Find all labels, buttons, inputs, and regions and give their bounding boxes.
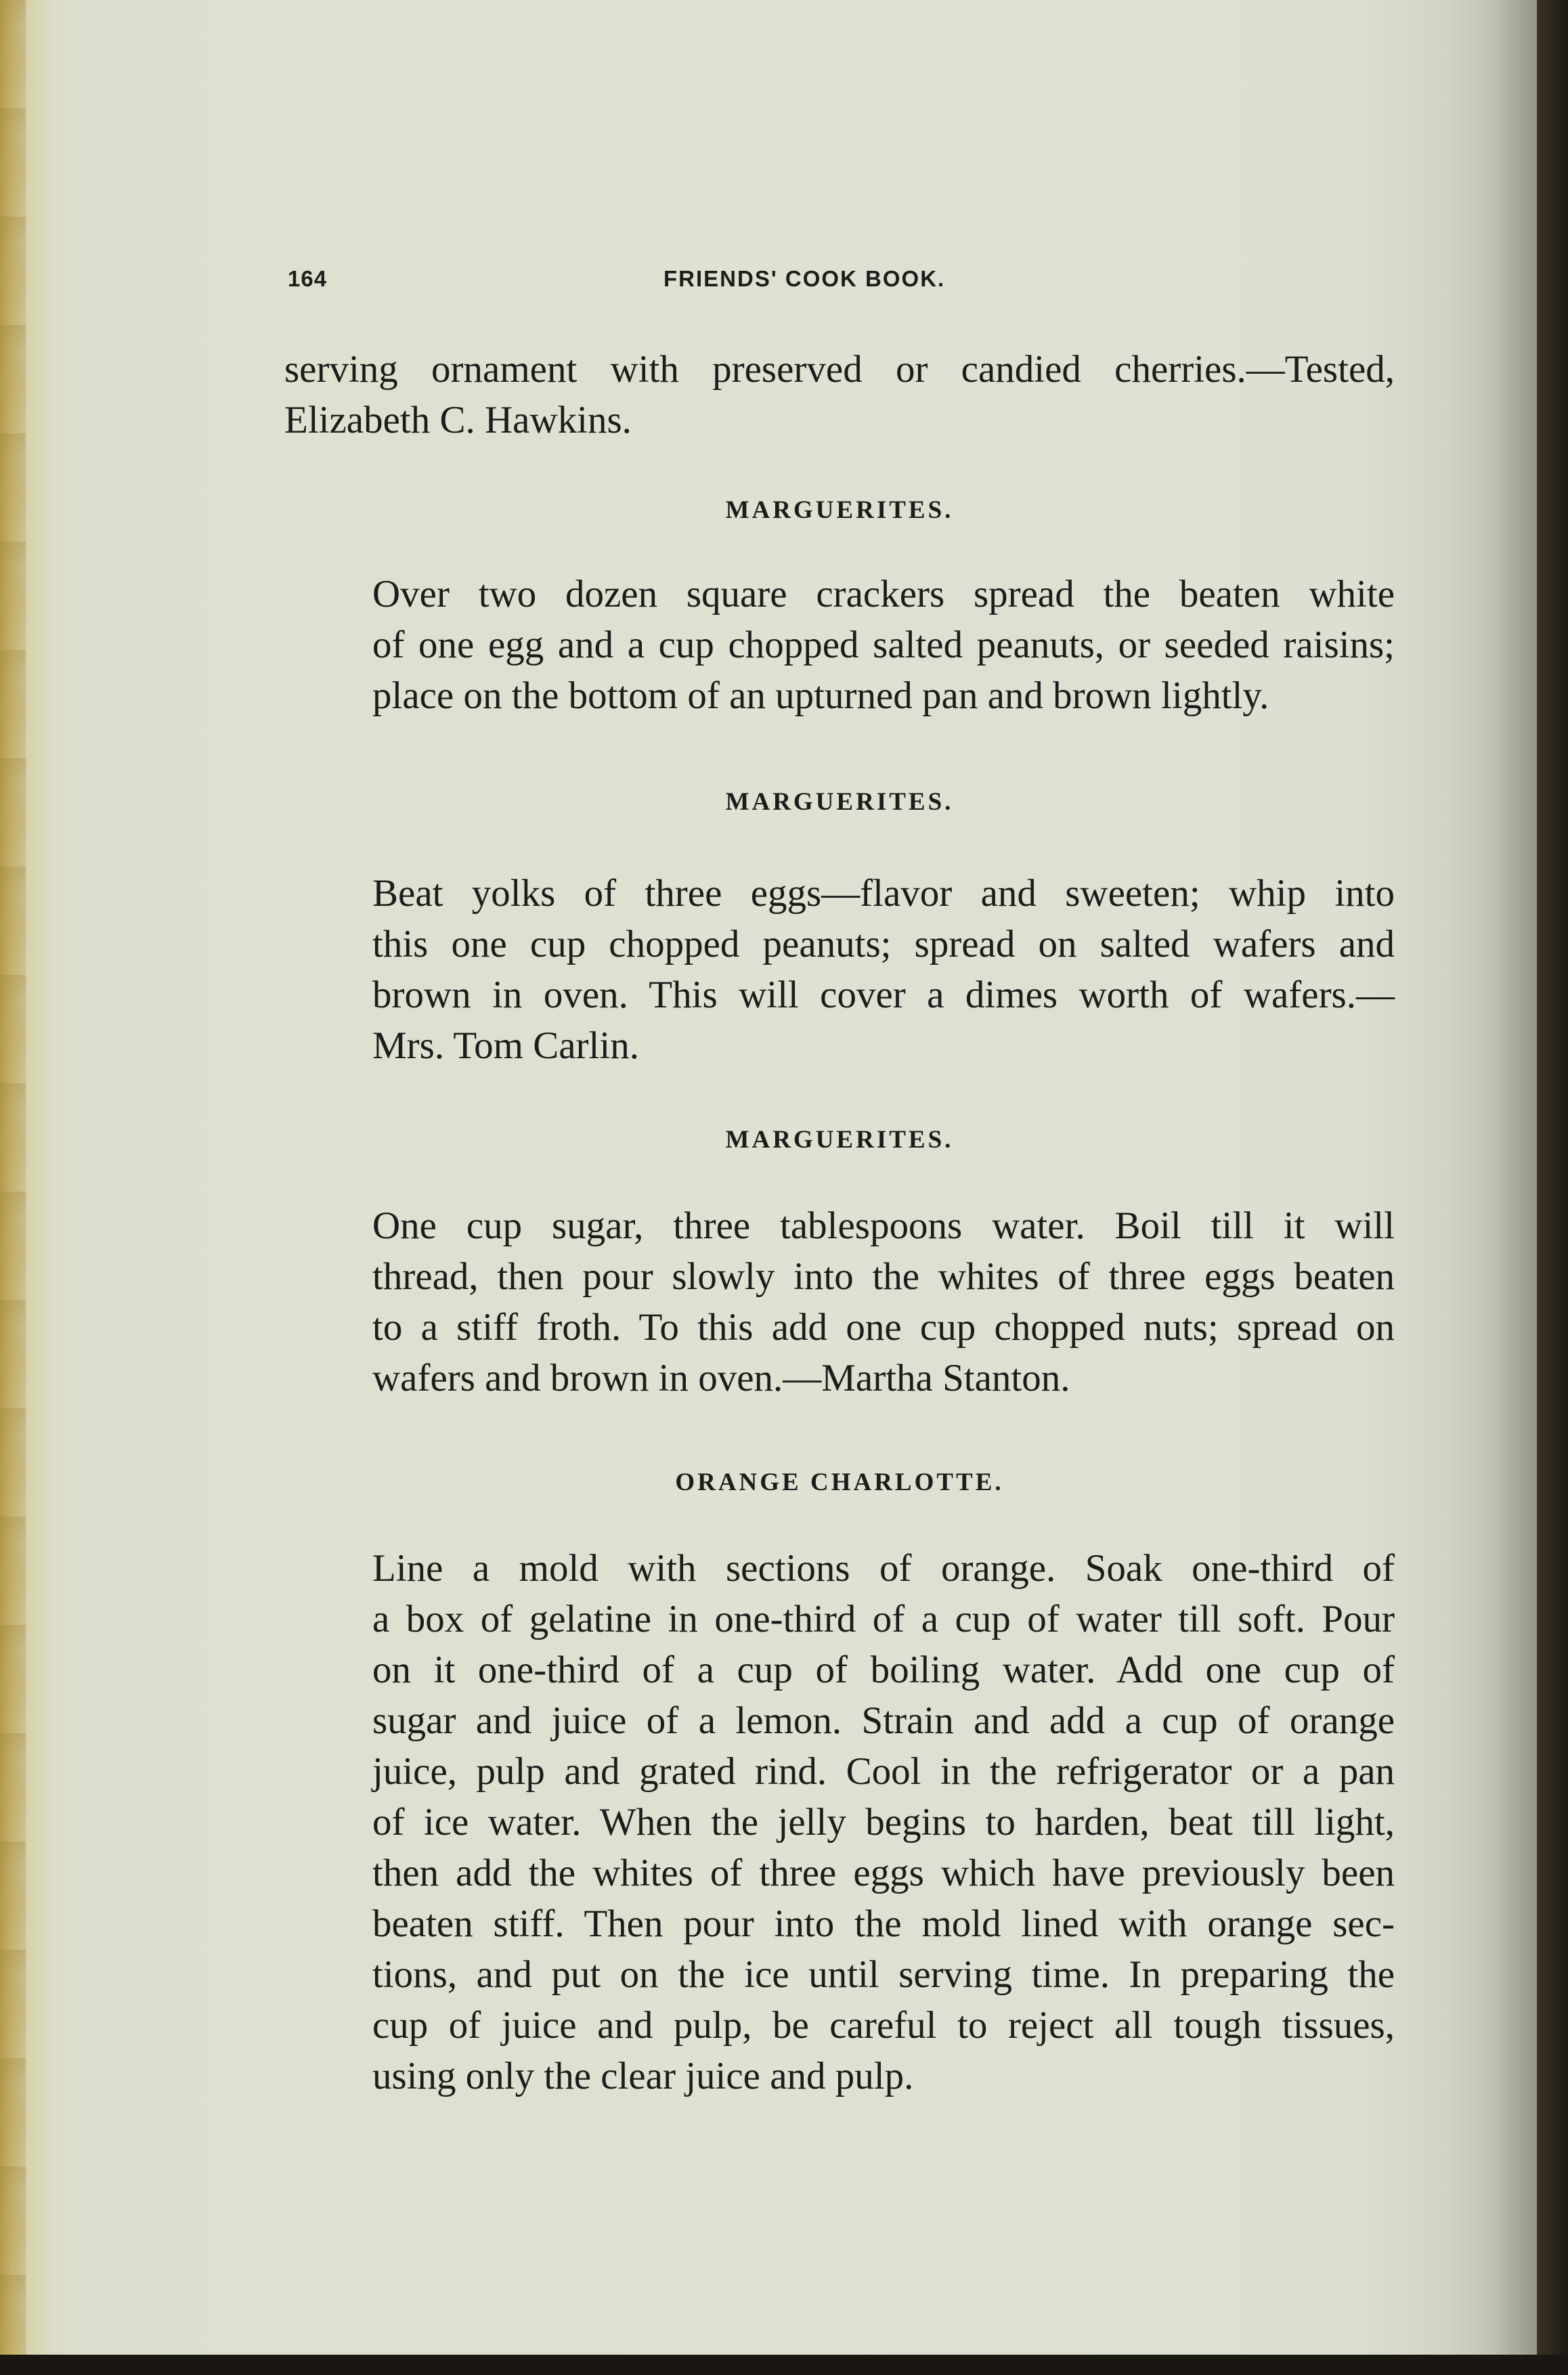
text-line: to a stiff froth. To this add one cup chopped nuts; spread on <box>372 1306 1395 1349</box>
text-line: tions, and put on the ice until serving time. In preparing the <box>372 1953 1395 1996</box>
text-line: sugar and juice of a lemon. Strain and add a cup of orange <box>372 1699 1395 1742</box>
text-line: a box of gelatine in one-third of a cup of water till soft. Pour <box>372 1598 1395 1640</box>
text-line: Elizabeth C. Hawkins. <box>284 399 632 441</box>
text-line: brown in oven. This will cover a dimes worth of wafers.— <box>372 974 1395 1016</box>
recipe-body <box>284 1543 1395 2101</box>
text-line: using only the clear juice and pulp. <box>372 2055 914 2097</box>
book-bottom-edge <box>0 2355 1568 2375</box>
text-line: cup of juice and pulp, be careful to reject all tough tissues, <box>372 2004 1395 2047</box>
text-line: Beat yolks of three eggs—flavor and sweeten; whip into <box>372 872 1395 915</box>
text-line: of one egg and a cup chopped salted peanuts, or seeded raisins; <box>372 624 1395 666</box>
text-line: place on the bottom of an upturned pan and brown lightly. <box>372 674 1269 717</box>
recipe-body <box>284 569 1395 721</box>
text-line: Mrs. Tom Carlin. <box>372 1024 639 1067</box>
page-number: 164 <box>288 266 328 291</box>
text-line: serving ornament with preserved or candied cherries.—Tested, <box>284 348 1395 391</box>
book-cover-edge <box>1537 0 1568 2375</box>
text-line: Over two dozen square crackers spread the beaten white <box>372 573 1395 615</box>
page-edge-shadow <box>1489 0 1537 2355</box>
running-head: FRIENDS' COOK BOOK. <box>663 266 946 291</box>
recipe-title: MARGUERITES. <box>725 496 954 524</box>
recipe-title: MARGUERITES. <box>725 788 954 816</box>
recipe-body <box>284 1200 1395 1403</box>
text-line: of ice water. When the jelly begins to harden, beat till light, <box>372 1801 1395 1844</box>
page-header <box>288 266 1398 297</box>
text-line: beaten stiff. Then pour into the mold lined with orange sec- <box>372 1902 1395 1945</box>
recipe-title: ORANGE CHARLOTTE. <box>675 1468 1004 1496</box>
text-line: wafers and brown in oven.—Martha Stanton. <box>372 1357 1070 1399</box>
text-line: then add the whites of three eggs which have previously been <box>372 1852 1395 1894</box>
text-line: Line a mold with sections of orange. Soak one-third of <box>372 1547 1395 1590</box>
text-line: this one cup chopped peanuts; spread on salted wafers and <box>372 923 1395 965</box>
continuation-paragraph <box>284 344 1395 445</box>
text-line: One cup sugar, three tablespoons water. Boil till it will <box>372 1204 1395 1247</box>
recipe-body <box>284 868 1395 1071</box>
page-gutter-shadow <box>0 0 26 2355</box>
text-line: thread, then pour slowly into the whites of three eggs beaten <box>372 1255 1395 1298</box>
text-line: juice, pulp and grated rind. Cool in the refrigerator or a pan <box>372 1750 1395 1793</box>
recipe-title: MARGUERITES. <box>725 1126 954 1154</box>
text-line: on it one-third of a cup of boiling water. Add one cup of <box>372 1649 1395 1691</box>
